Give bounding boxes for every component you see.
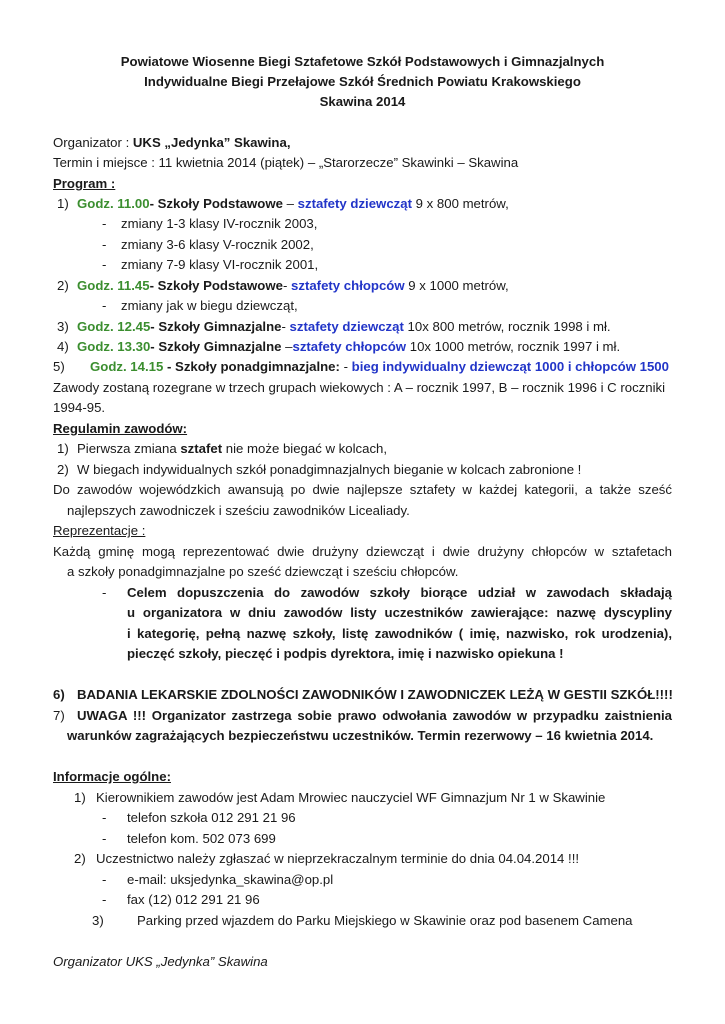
info-email: e-mail: uksjedynka_skawina@op.pl bbox=[127, 872, 334, 887]
rules-heading: Regulamin zawodów: bbox=[53, 421, 188, 436]
info-3: Parking przed wjazdem do Parku Miejskiego w Skawinie oraz pod basenem Camena bbox=[137, 913, 633, 928]
program-item-3-num: 3) bbox=[57, 319, 69, 334]
condition-line-2: u organizatora w dniu zawodów listy uczestników zawierające: nazwę dyscypliny bbox=[127, 605, 672, 620]
advancement-line-1: Do zawodów wojewódzkich awansują po dwie najlepsze sztafety w każdej kategorii, a także sześć bbox=[53, 482, 672, 497]
condition-line-1: Celem dopuszczenia do zawodów szkoły biorące udział w zawodach składają bbox=[127, 585, 672, 600]
info-3-num: 3) bbox=[92, 913, 104, 928]
info-heading: Informacje ogólne: bbox=[53, 769, 171, 784]
rule-1-post: nie może biegać w kolcach, bbox=[222, 441, 388, 456]
info-phone-school: telefon szkoła 012 291 21 96 bbox=[127, 810, 296, 825]
venue-line: Termin i miejsce : 11 kwietnia 2014 (piątek) – „Starorzecze” Skawinki – Skawina bbox=[53, 155, 519, 170]
sub-dash: - bbox=[102, 298, 107, 313]
sub-dash: - bbox=[102, 216, 107, 231]
info-2-num: 2) bbox=[74, 851, 86, 866]
notice-7-line-2: warunków zagrażających bezpieczeństwu uczestników. Termin rezerwowy – 16 kwietnia 2014. bbox=[67, 728, 654, 743]
organizer-value: UKS „Jedynka” Skawina, bbox=[132, 135, 291, 150]
rule-1-pre: Pierwsza zmiana bbox=[77, 441, 181, 456]
program-item-5-dash: - bbox=[339, 359, 352, 374]
program-item-4-dash: – bbox=[281, 339, 293, 354]
info-dash: - bbox=[102, 810, 107, 825]
program-item-2-sep: - bbox=[149, 278, 158, 293]
program-item-1-num: 1) bbox=[57, 196, 69, 211]
title-line-3: Skawina 2014 bbox=[319, 94, 406, 109]
representation-line-1: Każdą gminę mogą reprezentować dwie drużyny dziewcząt i dwie drużyny chłopców w sztafetach bbox=[53, 544, 672, 559]
info-1: Kierownikiem zawodów jest Adam Mrowiec nauczyciel WF Gimnazjum Nr 1 w Skawinie bbox=[96, 790, 606, 805]
info-dash: - bbox=[102, 892, 107, 907]
condition-dash: - bbox=[102, 585, 107, 600]
advancement-line-2: najlepszych zawodniczek i sześciu zawodników Licealiady. bbox=[67, 503, 410, 518]
program-item-2-event: sztafety chłopców bbox=[291, 278, 405, 293]
representation-line-2: a szkoły ponadgimnazjalne po sześć dziewcząt i sześciu chłopców. bbox=[67, 564, 459, 579]
program-item-4-num: 4) bbox=[57, 339, 69, 354]
representation-heading: Reprezentacje : bbox=[53, 523, 146, 538]
program-item-3 bbox=[77, 319, 611, 335]
age-groups-line-2: 1994-95. bbox=[53, 400, 106, 415]
program-item-1-rest: 9 x 800 metrów, bbox=[411, 196, 509, 211]
info-dash: - bbox=[102, 872, 107, 887]
condition-line-3: i kategorię, pełną nazwę szkoły, listę zawodników ( imię, nazwisko, rok urodzenia), bbox=[127, 626, 672, 641]
program-item-5-sep: - bbox=[163, 359, 176, 374]
program-item-5-num: 5) bbox=[53, 359, 65, 374]
notice-7-line-1: UWAGA !!! Organizator zastrzega sobie prawo odwołania zawodów w przypadku zaistnienia bbox=[77, 708, 672, 723]
program-item-1-event: sztafety dziewcząt bbox=[297, 196, 412, 211]
program-item-2-rest: 9 x 1000 metrów, bbox=[404, 278, 509, 293]
info-phone-mobile: telefon kom. 502 073 699 bbox=[127, 831, 276, 846]
program-item-3-rest: 10x 800 metrów, rocznik 1998 i mł. bbox=[403, 319, 611, 334]
age-groups-line: Zawody zostaną rozegrane w trzech grupach wiekowych : A – rocznik 1997, B – rocznik 1996 i C roczniki bbox=[53, 380, 666, 395]
program-item-1-time: Godz. 11.00 bbox=[77, 196, 150, 211]
footer-signature: Organizator UKS „Jedynka” Skawina bbox=[53, 954, 268, 969]
program-item-1-dash: – bbox=[282, 196, 298, 211]
program-item-4-sep: - bbox=[150, 339, 159, 354]
program-item-1 bbox=[77, 196, 509, 212]
rule-1-bold: sztafet bbox=[180, 441, 223, 456]
organizer-line bbox=[53, 135, 291, 151]
rule-1 bbox=[77, 441, 387, 457]
program-item-1-sep: - bbox=[149, 196, 158, 211]
program-item-5-time: Godz. 14.15 bbox=[90, 359, 164, 374]
info-2: Uczestnictwo należy zgłaszać w nieprzekraczalnym terminie do dnia 04.04.2014 !!! bbox=[96, 851, 580, 866]
program-item-4-time: Godz. 13.30 bbox=[77, 339, 151, 354]
program-item-3-sep: - bbox=[150, 319, 159, 334]
program-item-2-school: Szkoły Podstawowe bbox=[157, 278, 283, 293]
program-item-4-school: Szkoły Gimnazjalne bbox=[158, 339, 282, 354]
program-item-4-rest: 10x 1000 metrów, rocznik 1997 i mł. bbox=[406, 339, 621, 354]
program-sub-item: zmiany 3-6 klasy V-rocznik 2002, bbox=[121, 237, 314, 252]
sub-dash: - bbox=[102, 237, 107, 252]
program-item-5 bbox=[90, 359, 669, 375]
notice-6: BADANIA LEKARSKIE ZDOLNOŚCI ZAWODNIKÓW I ZAWODNICZEK LEŻĄ W GESTII SZKÓŁ!!!! bbox=[77, 687, 673, 702]
program-heading: Program : bbox=[53, 176, 116, 191]
program-item-2-time: Godz. 11.45 bbox=[77, 278, 150, 293]
program-item-3-time: Godz. 12.45 bbox=[77, 319, 151, 334]
program-sub-item: zmiany 1-3 klasy IV-rocznik 2003, bbox=[121, 216, 318, 231]
rule-2-num: 2) bbox=[57, 462, 69, 477]
program-item-4 bbox=[77, 339, 620, 355]
title-line-2: Indywidualne Biegi Przełajowe Szkół Średnich Powiatu Krakowskiego bbox=[144, 74, 581, 89]
notice-7-num: 7) bbox=[53, 708, 65, 723]
info-fax: fax (12) 012 291 21 96 bbox=[127, 892, 260, 907]
program-item-2 bbox=[77, 278, 509, 294]
title-line-1: Powiatowe Wiosenne Biegi Sztafetowe Szkół Podstawowych i Gimnazjalnych bbox=[120, 54, 605, 69]
program-item-1-school: Szkoły Podstawowe bbox=[157, 196, 283, 211]
organizer-label: Organizator : bbox=[53, 135, 133, 150]
program-item-5-school: Szkoły ponadgimnazjalne: bbox=[175, 359, 340, 374]
program-item-5-event: bieg indywidualny dziewcząt 1000 i chłopców 1500 bbox=[351, 359, 669, 374]
program-sub-item: zmiany jak w biegu dziewcząt, bbox=[121, 298, 298, 313]
program-item-3-school: Szkoły Gimnazjalne bbox=[158, 319, 282, 334]
sub-dash: - bbox=[102, 257, 107, 272]
program-sub-item: zmiany 7-9 klasy VI-rocznik 2001, bbox=[121, 257, 319, 272]
rule-1-num: 1) bbox=[57, 441, 69, 456]
program-item-2-dash: - bbox=[282, 278, 292, 293]
program-item-3-event: sztafety dziewcząt bbox=[289, 319, 404, 334]
program-item-3-dash: - bbox=[281, 319, 290, 334]
program-item-2-num: 2) bbox=[57, 278, 69, 293]
condition-line-4: pieczęć szkoły, pieczęć i podpis dyrektora, imię i nazwisko opiekuna ! bbox=[127, 646, 564, 661]
program-item-4-event: sztafety chłopców bbox=[292, 339, 407, 354]
rule-2: W biegach indywidualnych szkół ponadgimnazjalnych bieganie w kolcach zabronione ! bbox=[77, 462, 582, 477]
info-1-num: 1) bbox=[74, 790, 86, 805]
notice-6-num: 6) bbox=[53, 687, 65, 702]
info-dash: - bbox=[102, 831, 107, 846]
